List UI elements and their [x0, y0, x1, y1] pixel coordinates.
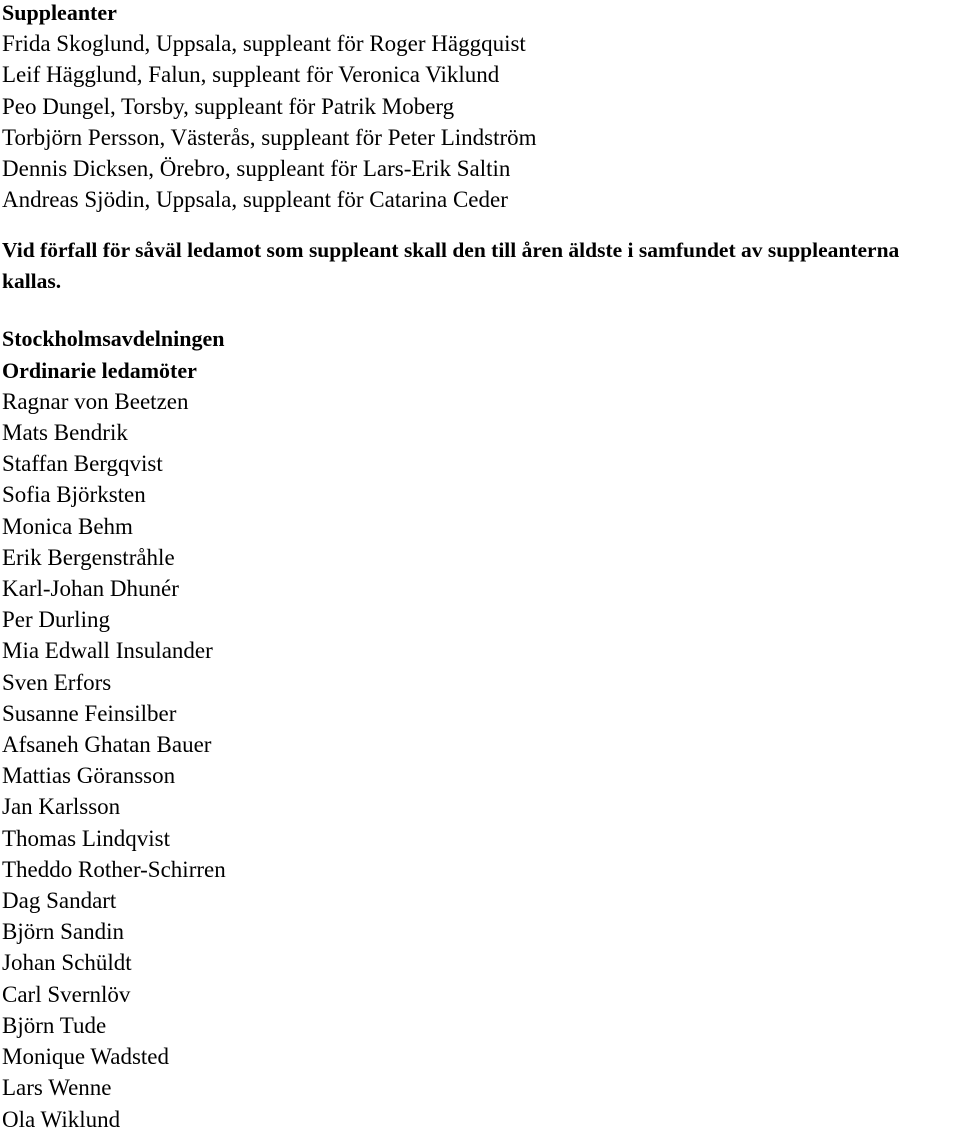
stockholm-heading: Stockholmsavdelningen: [2, 326, 225, 352]
list-item: Torbjörn Persson, Västerås, suppleant för Peter Lindström: [2, 124, 537, 150]
list-item: Staffan Bergqvist: [2, 451, 163, 477]
list-item: Ragnar von Beetzen: [2, 388, 189, 414]
notice-paragraph: Vid förfall för såväl ledamot som suppleant skall den till åren äldste i samfundet av suppleanterna kallas.: [2, 238, 900, 294]
suppleanter-section: [2, 0, 960, 215]
list-item: Karl-Johan Dhunér: [2, 576, 179, 602]
list-item: Susanne Feinsilber: [2, 700, 177, 726]
list-item: Johan Schüldt: [2, 950, 132, 976]
list-item: Monique Wadsted: [2, 1044, 170, 1070]
list-item: Afsaneh Ghatan Bauer: [2, 732, 212, 758]
list-item: Per Durling: [2, 607, 110, 633]
list-item: Andreas Sjödin, Uppsala, suppleant för Catarina Ceder: [2, 187, 508, 213]
list-item: Mats Bendrik: [2, 420, 128, 446]
list-item: Carl Svernlöv: [2, 981, 131, 1007]
list-item: Dennis Dicksen, Örebro, suppleant för Lars-Erik Saltin: [2, 156, 511, 182]
list-item: Jan Karlsson: [2, 794, 121, 820]
list-item: Thomas Lindqvist: [2, 825, 171, 851]
list-item: Ola Wiklund: [2, 1106, 121, 1132]
list-item: Sofia Björksten: [2, 482, 146, 508]
suppleanter-list: [2, 28, 960, 215]
list-item: Leif Hägglund, Falun, suppleant för Veronica Viklund: [2, 62, 500, 88]
list-item: Monica Behm: [2, 513, 133, 539]
list-item: Frida Skoglund, Uppsala, suppleant för Roger Häggquist: [2, 31, 526, 57]
list-item: Sven Erfors: [2, 669, 112, 695]
ordinarie-heading: Ordinarie ledamöter: [2, 357, 197, 383]
members-list: [2, 386, 960, 1135]
list-item: Lars Wenne: [2, 1075, 112, 1101]
list-item: Erik Bergenstråhle: [2, 544, 175, 570]
list-item: Björn Tude: [2, 1012, 107, 1038]
list-item: Theddo Rother-Schirren: [2, 856, 226, 882]
stockholm-section: [2, 323, 960, 1134]
list-item: Mattias Göransson: [2, 763, 176, 789]
list-item: Björn Sandin: [2, 919, 125, 945]
list-item: Mia Edwall Insulander: [2, 638, 213, 664]
list-item: Dag Sandart: [2, 888, 117, 914]
suppleanter-heading: Suppleanter: [2, 0, 117, 25]
list-item: Peo Dungel, Torsby, suppleant för Patrik Moberg: [2, 93, 455, 119]
